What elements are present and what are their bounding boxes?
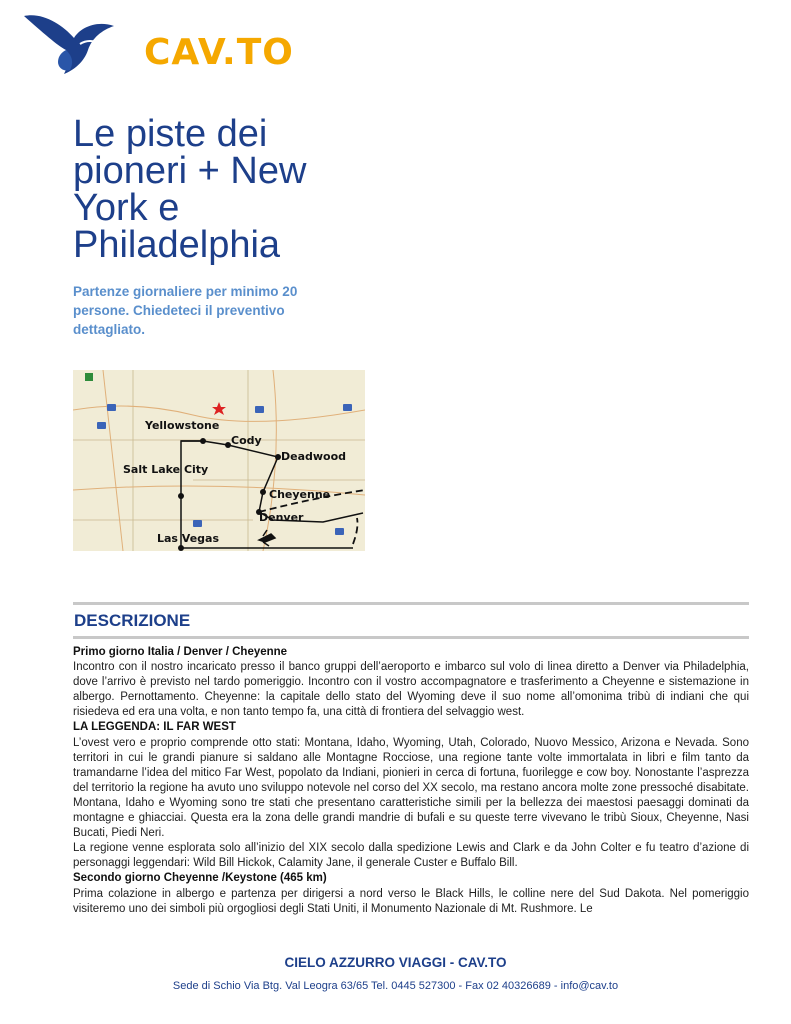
page-subtitle: Partenze giornaliere per minimo 20 persone. Chiedeteci il preventivo dettagliato. bbox=[73, 284, 298, 337]
page-title: Le piste dei pioneri + New York e Philadelphia bbox=[73, 113, 307, 266]
map-label-salt-lake-city: Salt Lake City bbox=[123, 463, 209, 476]
section-divider-top bbox=[73, 602, 749, 605]
footer-company: CIELO AZZURRO VIAGGI - CAV.TO bbox=[284, 955, 507, 970]
park-icon bbox=[85, 373, 93, 381]
map-label-cody: Cody bbox=[231, 434, 262, 447]
logo[interactable] bbox=[22, 10, 294, 80]
map-label-cheyenne: Cheyenne bbox=[269, 488, 331, 501]
map-label-las-vegas: Las Vegas bbox=[157, 532, 220, 545]
section-divider-bottom bbox=[73, 636, 749, 639]
day-heading: Primo giorno Italia / Denver / Cheyenne bbox=[73, 646, 288, 658]
map-label-yellowstone: Yellowstone bbox=[145, 419, 220, 432]
description-paragraph: La regione venne esplorata solo all’inizio del XIX secolo dalla spedizione Lewis and Clark e da John Colter e fu teatro d’azione di personaggi leggendari: Wild Bill Hickok, Calamity Jane, il generale Custer e Buffalo Bill. bbox=[73, 842, 749, 870]
footer-address: Sede di Schio Via Btg. Val Leogra 63/65 Tel. 0445 527300 - Fax 02 40326689 - info@cav.to bbox=[172, 980, 619, 992]
description-paragraph: Prima colazione in albergo e partenza per dirigersi a nord verso le Black Hills, le colline nere del Sud Dakota. Nel pomeriggio visiteremo uno dei simboli più orgogliosi degli Stati Uniti, il Monumento Nazionale di Mt. Rushmore. Le bbox=[73, 887, 749, 915]
map-label-deadwood: Deadwood bbox=[281, 450, 347, 463]
description-paragraph: L’ovest vero e proprio comprende otto stati: Montana, Idaho, Wyoming, Utah, Colorado, Nuovo Messico, Arizona e Nevada. Sono territori in cui le grandi pianure si saldano alle Montagne Rocciose, una regione tante volte immortalata in libri e film tanto da tramandarne l’idea del mitico Far West, popolato da Indiani, pionieri in cerca di fortuna, fuorilegge e cow boy. Nonostante l’asprezza del territorio la regione ha avuto uno sviluppo notevole nel corso del XX secolo, ma restano ancora molte zone pressoché disabitate. Montana, Idaho e Wyoming sono tre stati che presentano caratteristiche simili per la bellezza dei maestosi paesaggi dominati da montagne e ghiacciai. Questa era la zona delle grandi mandrie di bufali e su queste terre vivevano le tribù Sioux, Cheyenne, Nasi Bucati, Piedi Neri. bbox=[73, 736, 749, 840]
bird-logo-icon bbox=[22, 10, 132, 80]
logo-text: CAV.TO bbox=[144, 32, 294, 73]
day-heading: Secondo giorno Cheyenne /Keystone (465 km) bbox=[73, 872, 327, 885]
route-map bbox=[73, 370, 365, 551]
description-content bbox=[73, 645, 749, 917]
section-title: DESCRIZIONE bbox=[74, 611, 191, 630]
description-paragraph: Incontro con il nostro incaricato presso il banco gruppi dell’aeroporto e imbarco sul volo di linea diretto a Denver via Philadelphia, dove l’arrivo è previsto nel tardo pomeriggio. Incontro con il vostro accompagnatore e trasferimento a Cheyenne e sistemazione in albergo. Pernottamento. Cheyenne: la capitale dello stato del Wyoming deve il suo nome all’omonima tribù di indiani che qui risiedeva ed era una volta, e non tanto tempo fa, una città di frontiera del selvaggio west. bbox=[73, 661, 749, 719]
map-label-denver: Denver bbox=[259, 511, 304, 524]
section-subheading: LA LEGGENDA: IL FAR WEST bbox=[73, 721, 236, 734]
